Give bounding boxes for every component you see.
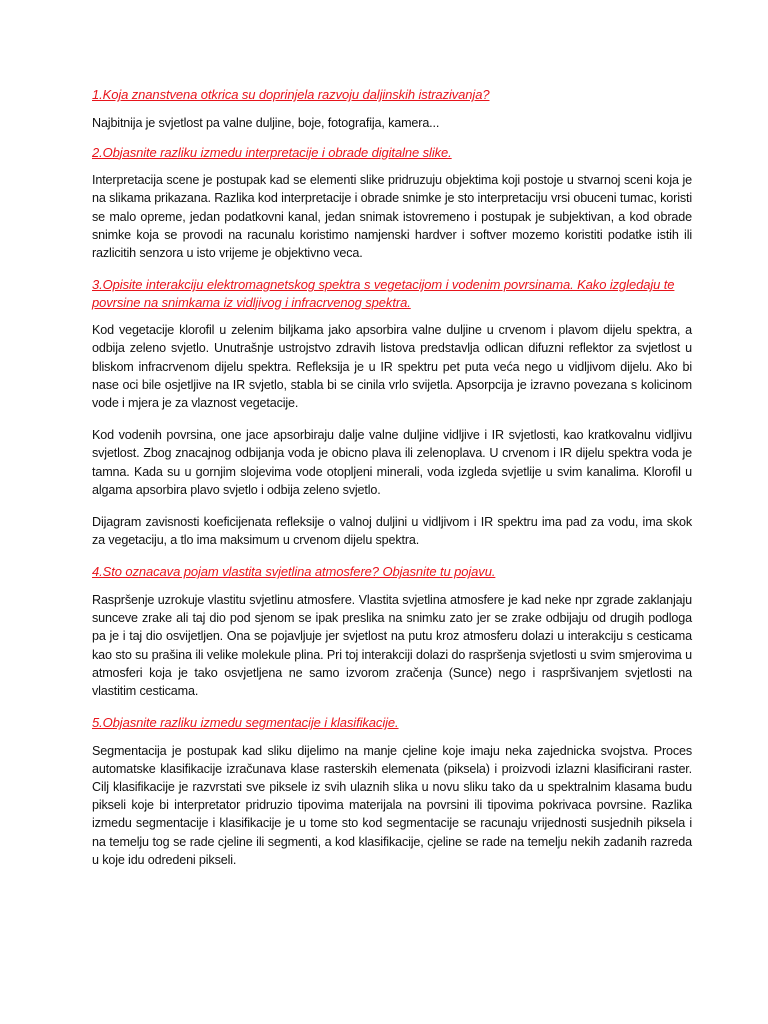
answer-5: Segmentacija je postupak kad sliku dijelimo na manje cjeline koje imaju neka zajednicka svojstva. Proces automatske klasifikacije izračunava klase rasterskih elemenata (piksela) i proizvodi izlazni klasificirani raster. Cilj klasifikacije je razvrstati sve piksele iz svih ulaznih slika u novu sliku tako da u spektralnim klasama budu pikseli koje bi interpretator pridruzio tipovima materijala na povrsini ili tipovima pokrivaca povrsine. Razlika izmedu segmentacije i klasifikacije je u tome sto kod segmentacije se racunaju vrijednosti susjednih piksela i na temelju tog se rade cjeline ili segmenti, a kod klasifikacije, cjeline se rade na temelju nekih zadanih razreda u koje idu odredeni pikseli. <box>92 743 692 867</box>
answer-3-diagram: Dijagram zavisnosti koeficijenata refleksije o valnoj duljini u vidljivom i IR spektru ima pad za vodu, ima skok za vegetaciju, a tlo ima maksimum u crvenom dijelu spektra. <box>92 515 692 548</box>
answer-1: Najbitnija je svjetlost pa valne duljine, boje, fotografija, kamera... <box>92 115 440 130</box>
question-2: 2.Objasnite razliku izmedu interpretacije i obrade digitalne slike. <box>92 144 452 160</box>
answer-3-vegetation: Kod vegetacije klorofil u zelenim biljkama jako apsorbira valne duljine u crvenom i plavom dijelu spektra, a odbija zeleno svjetlo. Unutrašnje ustrojstvo zdravih listova predstavlja odlican difuzni reflektor za svjetlost u bliskom infracrvenom dijelu spektra. Refleksija je u IR spektru pet puta veća nego u vidljivom dijelu. Ako bi nase oci bile osjetljive na IR svjetlo, stabla bi se cinila vrlo svijetla. Apsorpcija je izravno povezana s kolicinom vode i mjera je za vlaznost vegetacije. <box>92 323 692 411</box>
question-5: 5.Objasnite razliku izmedu segmentacije i klasifikacije. <box>92 715 399 731</box>
question-1: 1.Koja znanstvena otkrica su doprinjela razvoju daljinskih istrazivanja? <box>92 87 490 102</box>
answer-4: Raspršenje uzrokuje vlastitu svjetlinu atmosfere. Vlastita svjetlina atmosfere je kad neke npr zgrade zaklanjaju sunceve zrake ali taj dio pod sjenom se ipak preslika na snimku zato jer se zrake odbijaju od drugih podloga pa je i taj dio osvijetljen. Ona se pojavljuje jer svjetlost na putu kroz atmosferu dolazi u interakciju s cesticama kao sto su prašina ili velike molekule plina. Pri toj interakciji dolazi do raspršenja svjetlosti u svim smjerovima u atmosferi koja je tako osvjetljena ne samo izvorom zračenja (Sunce) nego i raspršivanjem svjetlosti na vlastitim cesticama. <box>92 592 692 698</box>
answer-3-water: Kod vodenih povrsina, one jace apsorbiraju dalje valne duljine vidljive i IR svjetlosti, kao kratkovalnu vidljivu svjetlost. Zbog znacajnog odbijanja voda je obicno plava ili zelenoplava. U crvenom i IR dijelu spektra voda je tamna. Kada su u gornjim slojevima vode otopljeni minerali, voda izgleda svjetlije u svim kanalima. Klorofil u algama apsorbira plavo svjetlo i odbija zeleno svjetlo. <box>92 428 692 497</box>
question-4: 4.Sto oznacava pojam vlastita svjetlina atmosfere? Objasnite tu pojavu. <box>92 564 496 580</box>
answer-2: Interpretacija scene je postupak kad se elementi slike pridruzuju objektima koji postoje u stvarnoj sceni koja je na slikama prikazana. Razlika kod interpretacije i obrade snimke je sto interpretaciju vrsi obuceni tumac, koristi se malo opreme, jedan podatkovni kanal, jedan snimak istovremeno i postupak je subjektivan, a kod obrade snimke koja se provodi na racunalu koristimo namjenski hardver i softver mozemo koristiti podatke istih ili razlicitih senzora u isto vrijeme je objektivno veca. <box>92 173 692 261</box>
question-3: 3.Opisite interakciju elektromagnetskog spektra s vegetacijom i vodenim povrsinama. Kako izgledaju te povrsine na snimkama iz vidljivog i infracrvenog spektra. <box>92 277 675 310</box>
